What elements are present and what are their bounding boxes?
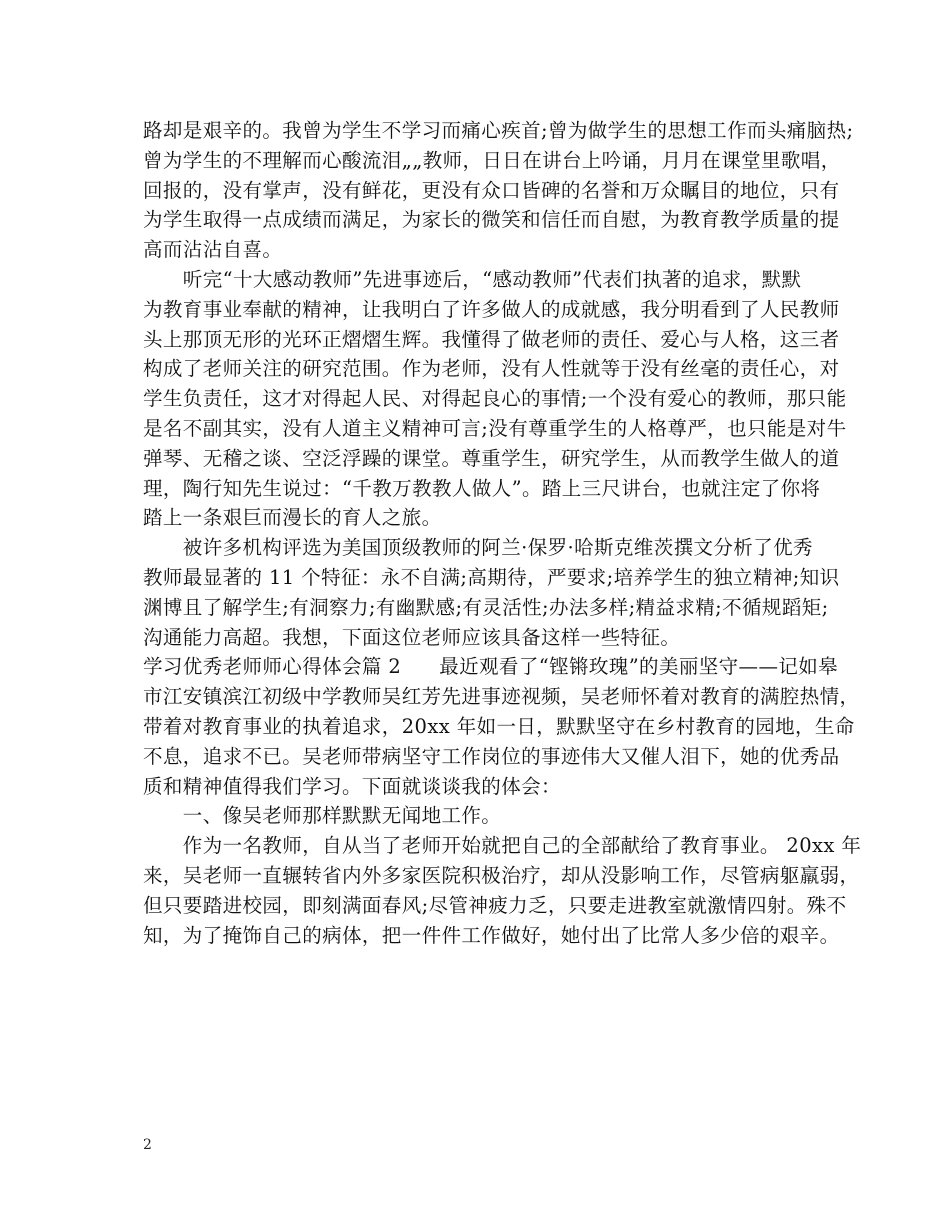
text-line: 知，为了掩饰自己的病体，把一件件工作做好，她付出了比常人多少倍的艰辛。 xyxy=(143,923,840,947)
page-number: 2 xyxy=(143,1137,152,1153)
text-line: 作为一名教师，自从当了老师开始就把自己的全部献给了教育事业。 20xx 年 xyxy=(143,834,862,858)
text-line: 听完“十大感动教师”先进事迹后，“感动教师”代表们执著的追求，默默 xyxy=(143,267,802,291)
text-line: 不息，追求不已。吴老师带病坚守工作岗位的事迹伟大又催人泪下，她的优秀品 xyxy=(143,744,840,768)
text-line: 沟通能力高超。我想，下面这位老师应该具备这样一些特征。 xyxy=(143,625,681,649)
text-line: 头上那顶无形的光环正熠熠生辉。我懂得了做老师的责任、爱心与人格，这三者 xyxy=(143,327,840,351)
text-line: 弹琴、无稽之谈、空泛浮躁的课堂。尊重学生，研究学生，从而教学生做人的道 xyxy=(143,446,840,470)
text-line: 踏上一条艰巨而漫长的育人之旅。 xyxy=(143,506,442,530)
text-line: 被许多机构评选为美国顶级教师的阿兰·保罗·哈斯克维茨撰文分析了优秀 xyxy=(143,536,813,560)
section-title: 学习优秀老师师心得体会篇 2 xyxy=(143,655,402,679)
section-first-line: 最近观看了“铿锵玫瑰”的美丽坚守——记如皋 xyxy=(439,655,839,679)
text-line: 为学生取得一点成绩而满足，为家长的微笑和信任而自慰，为教育教学质量的提 xyxy=(143,208,840,232)
text-line: 市江安镇滨江初级中学教师吴红芳先进事迹视频，吴老师怀着对教育的满腔热情， xyxy=(143,685,860,709)
text-line: 渊博且了解学生;有洞察力;有幽默感;有灵活性;办法多样;精益求精;不循规蹈矩; xyxy=(143,595,829,619)
text-line: 理，陶行知先生说过：“千教万教教人做人”。踏上三尺讲台，也就注定了你将 xyxy=(143,476,821,500)
text-line: 教师最显著的 11 个特征：永不自满;高期待，严要求;培养学生的独立精神;知识 xyxy=(143,565,840,589)
document-body xyxy=(143,116,862,950)
text-line: 但只要踏进校园，即刻满面春风;尽管神疲力乏，只要走进教室就激情四射。殊不 xyxy=(143,893,847,917)
text-line: 学生负责任，这才对得起人民、对得起良心的事情;一个没有爱心的教师，那只能 xyxy=(143,387,847,411)
text-line: 高而沾沾自喜。 xyxy=(143,238,283,262)
text-line: 带着对教育事业的执着追求，20xx 年如一日，默默坚守在乡村教育的园地，生命 xyxy=(143,714,855,738)
text-line: 曾为学生的不理解而心酸流泪„„教师，日日在讲台上吟诵，月月在课堂里歌唱， xyxy=(143,148,841,172)
text-line: 质和精神值得我们学习。下面就谈谈我的体会： xyxy=(143,774,561,798)
text-line: 回报的，没有掌声，没有鲜花，更没有众口皆碑的名誉和万众瞩目的地位，只有 xyxy=(143,178,840,202)
section-heading-line xyxy=(143,652,839,682)
text-line: 是名不副其实，没有人道主义精神可言;没有尊重学生的人格尊严，也只能是对牛 xyxy=(143,416,847,440)
text-line: 一、像吴老师那样默默无闻地工作。 xyxy=(143,804,502,828)
text-line: 来，吴老师一直辗转省内外多家医院积极治疗，却从没影响工作，尽管病躯羸弱， xyxy=(143,863,860,887)
text-line: 路却是艰辛的。我曾为学生不学习而痛心疾首;曾为做学生的思想工作而头痛脑热; xyxy=(143,119,854,142)
text-line: 为教育事业奉献的精神，让我明白了许多做人的成就感，我分明看到了人民教师 xyxy=(143,297,840,321)
text-line: 构成了老师关注的研究范围。作为老师，没有人性就等于没有丝毫的责任心，对 xyxy=(143,357,840,381)
